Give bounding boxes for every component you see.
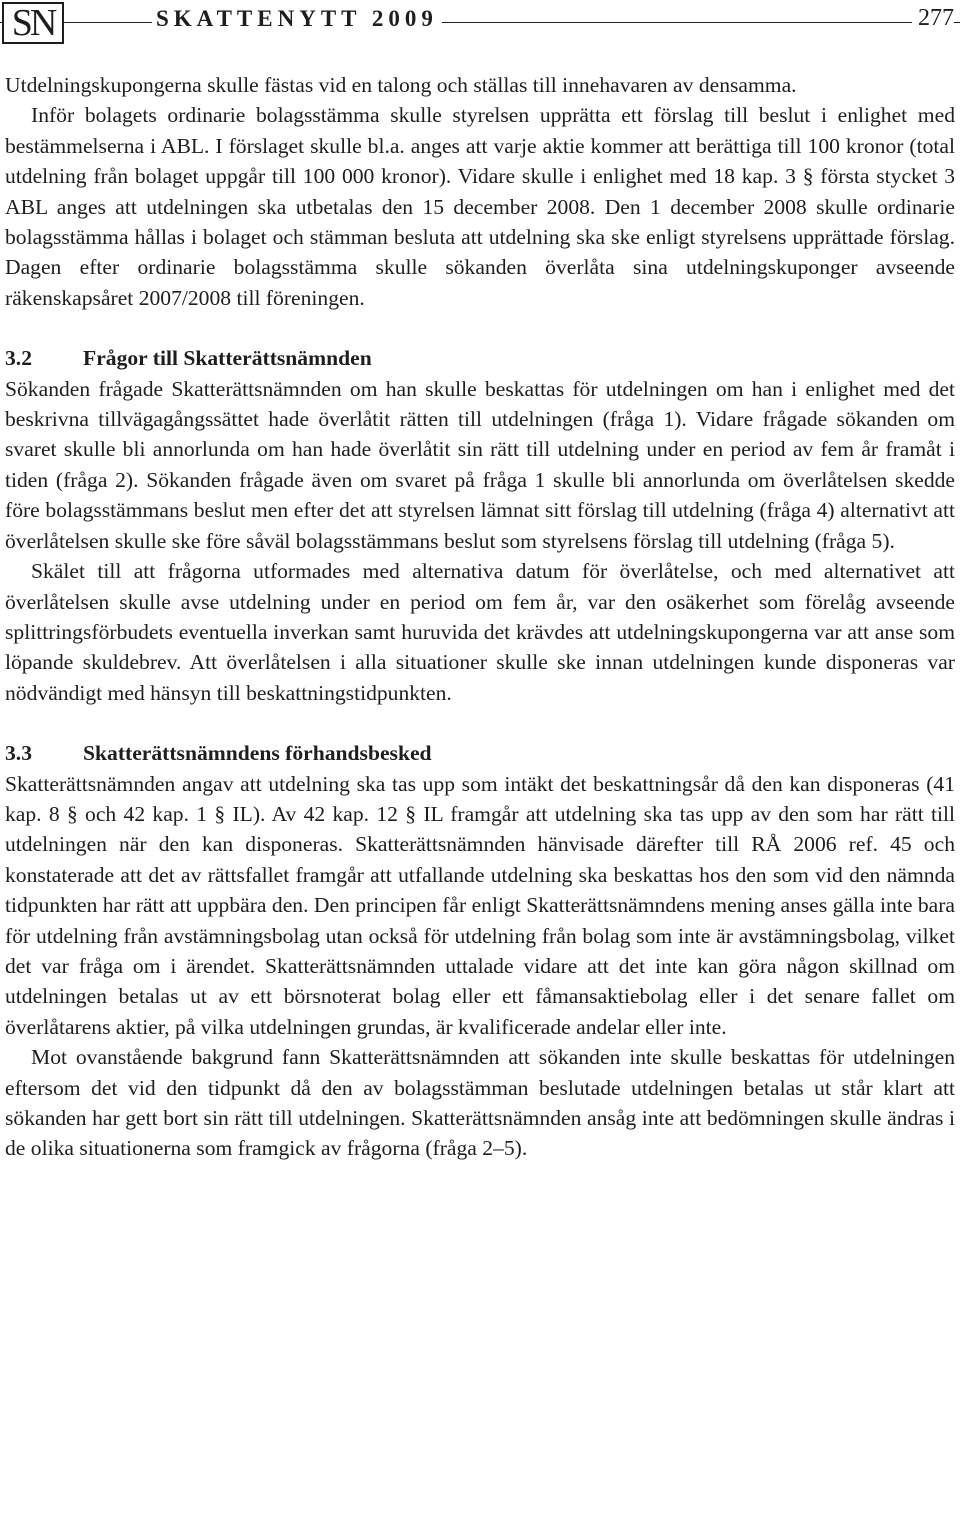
paragraph: Skälet till att frågorna utformades med alternativa datum för överlåtelse, och med alternativet att överlåtelsen skulle avse utdelning under en period om fem år, var den osäkerhet som förelåg avseende splittringsförbudets eventuella inverkan samt huruvida det krävdes att utdelningskupongerna var att anse som löpande skuldebrev. Att överlåtelsen i alla situationer skulle ske innan utdelningen kunde disponeras var nödvändigt med hänsyn till beskattningstidpunkten. bbox=[5, 559, 955, 705]
header-rule bbox=[0, 22, 960, 23]
section-heading bbox=[5, 343, 955, 373]
paragraph: Skatterättsnämnden angav att utdelning ska tas upp som intäkt det beskattningsår då den kan disponeras (41 kap. 8 § och 42 kap. 1 § IL). Av 42 kap. 12 § IL framgår att utdelning ska tas upp av den som har rätt till utdelningen när den kan disponeras. Skatterättsnämnden hänvisade därefter till RÅ 2006 ref. 45 och konstaterade att det av rättsfallet framgår att utfallande utdelning ska beskattas hos den som vid den nämnda tidpunkten har rätt att uppbära den. Den principen får enligt Skatterättsnämndens mening anses gälla inte bara för utdelning från avstämningsbolag utan också för utdelning från bolag som inte är avstämningsbolag, vilket det var fråga om i ärendet. Skatterättsnämnden uttalade vidare att det inte kan göra någon skillnad om utdelningen betalas ut av ett börsnoterat bolag eller ett fåmansaktiebolag eller i det senare fallet om överlåtarens aktier, på vilka utdelningen grundas, är kvalificerade andelar eller inte. bbox=[5, 771, 955, 1039]
section-title: Skatterättsnämndens förhandsbesked bbox=[83, 741, 432, 766]
article-body bbox=[5, 70, 955, 1164]
paragraph: Utdelningskupongerna skulle fästas vid en talong och ställas till innehavaren av densamma. bbox=[5, 73, 797, 97]
spacer bbox=[5, 313, 955, 343]
page-number: 277 bbox=[912, 5, 954, 32]
paragraph: Sökanden frågade Skatterättsnämnden om han skulle beskattas för utdelningen om han i enlighet med det beskrivna tillvägagångssättet hade överlåtit rätten till utdelningen (fråga 1). Vidare frågade sökanden om svaret skulle bli annorlunda om han hade överlåtit sin rätt till utdelning under en period av fem år framåt i tiden (fråga 2). Sökanden frågade även om svaret på fråga 1 skulle bli annorlunda om överlåtelsen skedde före bolagsstämmans beslut men efter det att styrelsen lämnat sitt förslag till utdelning (fråga 4) alternativt att överlåtelsen skulle ske före såväl bolagsstämmans beslut som styrelsens förslag till utdelning (fråga 5). bbox=[5, 376, 955, 553]
journal-logo: SN bbox=[2, 2, 64, 44]
section-heading bbox=[5, 738, 955, 768]
journal-title: SKATTENYTT 2009 bbox=[152, 6, 442, 32]
paragraph: Inför bolagets ordinarie bolagsstämma skulle styrelsen upprätta ett förslag till beslut i enlighet med bestämmelserna i ABL. I förslaget skulle bl.a. anges att varje aktie kommer att berättiga till 100 kronor (total utdelning från bolaget uppgår till 100 000 kronor). Vidare skulle i enlighet med 18 kap. 3 § första stycket 3 ABL anges att utdelningen ska utbetalas den 15 december 2008. Den 1 december 2008 skulle ordinarie bolagsstämma hållas i bolaget och stämman besluta att utdelning ska ske enligt styrelsens upprättade förslag. Dagen efter ordinarie bolagsstämma skulle sökanden överlåta sina utdelningskuponger avseende räkenskapsåret 2007/2008 till föreningen. bbox=[5, 103, 955, 310]
paragraph: Mot ovanstående bakgrund fann Skatterättsnämnden att sökanden inte skulle beskattas för utdelningen eftersom det vid den tidpunkt då den av bolagsstämman beslutade utdelningen betalas ut står klart att sökanden har gett bort sin rätt till utdelningen. Skatterättsnämnden ansåg inte att bedömningen skulle ändras i de olika situationerna som framgick av frågorna (fråga 2–5). bbox=[5, 1045, 955, 1161]
section-title: Frågor till Skatterättsnämnden bbox=[83, 346, 372, 371]
section-number: 3.3 bbox=[5, 741, 32, 766]
page-header bbox=[0, 0, 960, 50]
section-number: 3.2 bbox=[5, 346, 32, 371]
spacer bbox=[5, 708, 955, 738]
